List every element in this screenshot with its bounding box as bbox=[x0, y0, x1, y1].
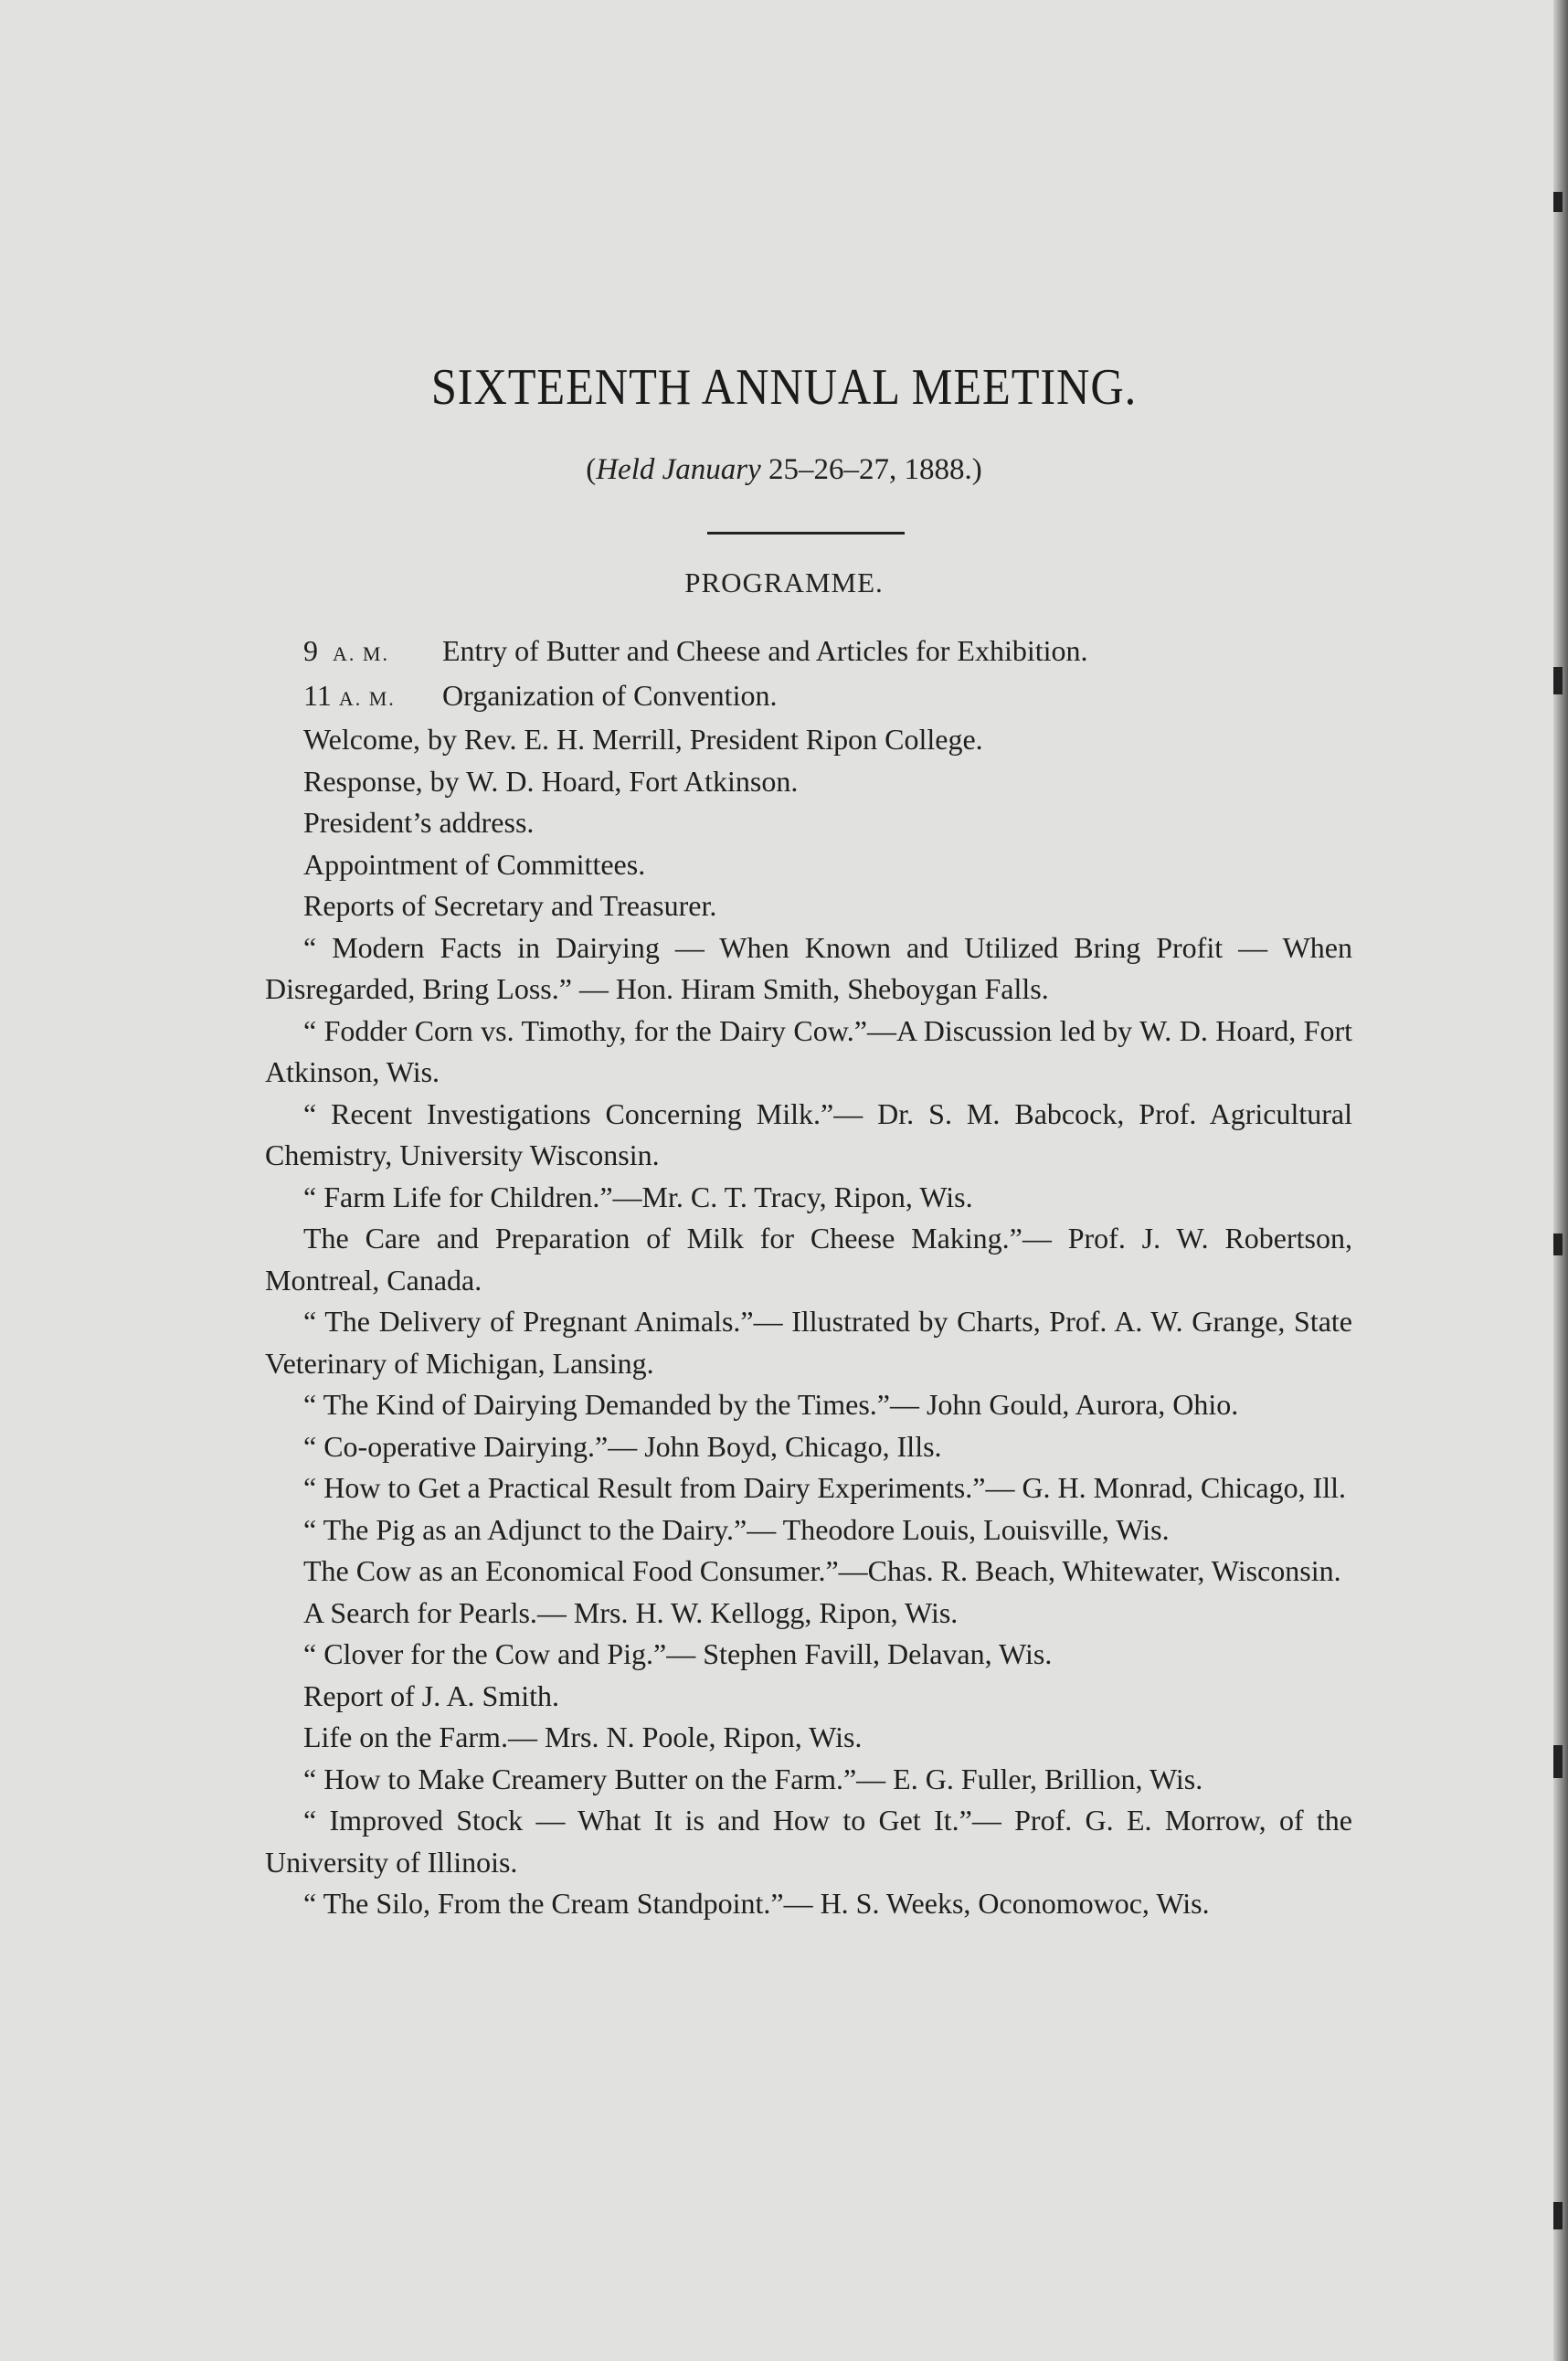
programme-entry: “ The Delivery of Pregnant Animals.”— Illustrated by Charts, Prof. A. W. Grange, State Veterinary of Michigan, Lansing. bbox=[265, 1305, 1352, 1380]
programme-entry: “ How to Get a Practical Result from Dairy Experiments.”— G. H. Monrad, Chicago, Ill. bbox=[303, 1471, 1347, 1504]
programme-entry: “ Co-operative Dairying.”— John Boyd, Chicago, Ills. bbox=[303, 1429, 942, 1463]
programme-entry: Report of J. A. Smith. bbox=[303, 1678, 560, 1712]
edge-mark bbox=[1553, 1745, 1563, 1778]
entry-time: 11 A. M. bbox=[303, 678, 396, 712]
programme-list bbox=[265, 630, 1352, 1925]
programme-entry: The Cow as an Economical Food Consumer.”—Chas. R. Beach, Whitewater, Wisconsin. bbox=[303, 1554, 1341, 1587]
subtitle-rest: 25–26–27, 1888.) bbox=[760, 453, 982, 486]
subtitle-open: ( bbox=[586, 453, 597, 486]
programme-entry: Welcome, by Rev. E. H. Merrill, President Ripon College. bbox=[303, 723, 983, 756]
programme-entry bbox=[265, 675, 1352, 720]
subtitle-italic: Held January bbox=[596, 453, 761, 486]
programme-entry: President’s address. bbox=[303, 806, 535, 839]
programme-entry: “ Modern Facts in Dairying — When Known and Utilized Bring Profit — When Disregarded, Bring Loss.” — Hon. Hiram Smith, Sheboygan Falls. bbox=[265, 930, 1352, 1005]
entry-text: Organization of Convention. bbox=[442, 678, 778, 712]
programme-entry: “ Farm Life for Children.”—Mr. C. T. Tracy, Ripon, Wis. bbox=[303, 1180, 973, 1213]
programme-entry: Response, by W. D. Hoard, Fort Atkinson. bbox=[303, 764, 799, 798]
programme-entry: “ Fodder Corn vs. Timothy, for the Dairy Cow.”—A Discussion led by W. D. Hoard, Fort Atkinson, Wis. bbox=[265, 1013, 1352, 1088]
page-title: SIXTEENTH ANNUAL MEETING. bbox=[430, 359, 1138, 416]
programme-entry: “ Improved Stock — What It is and How to Get It.”— Prof. G. E. Morrow, of the University of Illinois. bbox=[265, 1804, 1352, 1879]
programme-entry: “ The Pig as an Adjunct to the Dairy.”— Theodore Louis, Louisville, Wis. bbox=[303, 1512, 1170, 1546]
programme-entry: Life on the Farm.— Mrs. N. Poole, Ripon, Wis. bbox=[303, 1720, 863, 1753]
programme-entry: “ How to Make Creamery Butter on the Farm.”— E. G. Fuller, Brillion, Wis. bbox=[303, 1762, 1203, 1795]
edge-mark bbox=[1553, 667, 1563, 694]
programme-entry: A Search for Pearls.— Mrs. H. W. Kellogg, Ripon, Wis. bbox=[303, 1595, 959, 1629]
entry-text: Entry of Butter and Cheese and Articles for Exhibition. bbox=[442, 634, 1088, 667]
book-gutter-edge bbox=[1553, 0, 1568, 2361]
edge-mark bbox=[1553, 192, 1563, 212]
programme-entry: Appointment of Committees. bbox=[303, 847, 646, 881]
programme-entry: “ The Kind of Dairying Demanded by the Times.”— John Gould, Aurora, Ohio. bbox=[303, 1388, 1239, 1421]
programme-entry: “ Clover for the Cow and Pig.”— Stephen Favill, Delavan, Wis. bbox=[303, 1637, 1053, 1670]
programme-entry: The Care and Preparation of Milk for Cheese Making.”— Prof. J. W. Robertson, Montreal, Canada. bbox=[265, 1222, 1352, 1297]
entry-time: 9 A. M. bbox=[303, 634, 389, 667]
programme-entry bbox=[265, 630, 1352, 675]
programme-heading: PROGRAMME. bbox=[684, 566, 884, 598]
programme-entry: “ The Silo, From the Cream Standpoint.”— H. S. Weeks, Oconomowoc, Wis. bbox=[303, 1887, 1210, 1920]
meeting-dates bbox=[0, 453, 1568, 487]
edge-mark bbox=[1553, 1233, 1563, 1255]
programme-entry: “ Recent Investigations Concerning Milk.”— Dr. S. M. Babcock, Prof. Agricultural Chemistry, University Wisconsin. bbox=[265, 1096, 1352, 1171]
divider-rule bbox=[707, 532, 905, 535]
programme-entry: Reports of Secretary and Treasurer. bbox=[303, 889, 717, 922]
edge-mark bbox=[1553, 2202, 1563, 2229]
